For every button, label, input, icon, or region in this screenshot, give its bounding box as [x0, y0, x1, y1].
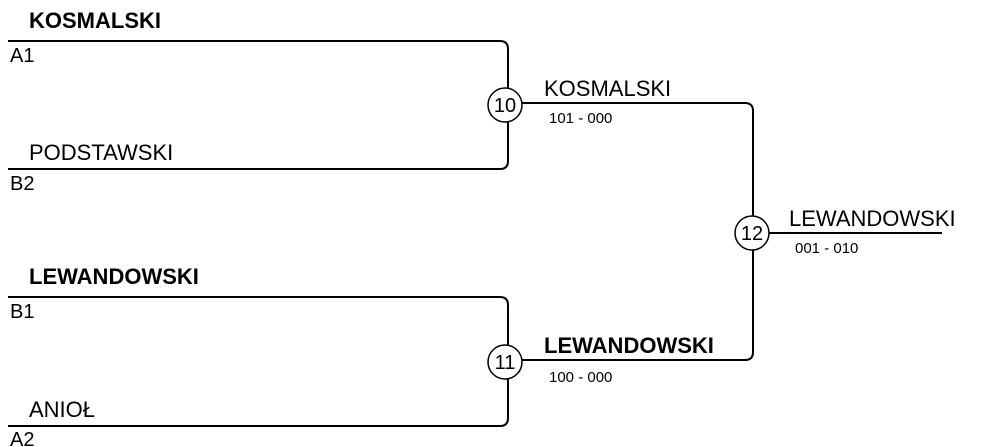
player-name-top: KOSMALSKI	[29, 8, 161, 33]
match-score: 101 - 000	[549, 110, 613, 127]
player-name-bottom: ANIOŁ	[29, 397, 96, 422]
match-11	[8, 264, 745, 447]
player-name-bottom: PODSTAWSKI	[29, 140, 174, 165]
match-number: 10	[493, 95, 517, 117]
seed-label-bottom: A2	[10, 429, 35, 447]
seed-label-top: B1	[10, 301, 35, 323]
champion-name: LEWANDOWSKI	[789, 206, 956, 231]
match-12	[735, 103, 956, 360]
match-score: 100 - 000	[549, 369, 613, 386]
final-score: 001 - 010	[795, 240, 859, 257]
winner-name: LEWANDOWSKI	[544, 333, 714, 358]
match-10	[8, 8, 745, 195]
seed-label-top: A1	[10, 45, 35, 67]
match-number: 12	[740, 223, 764, 245]
match-number: 11	[494, 352, 516, 374]
winner-name: KOSMALSKI	[544, 76, 672, 101]
player-name-top: LEWANDOWSKI	[29, 264, 199, 289]
seed-label-bottom: B2	[10, 173, 35, 195]
